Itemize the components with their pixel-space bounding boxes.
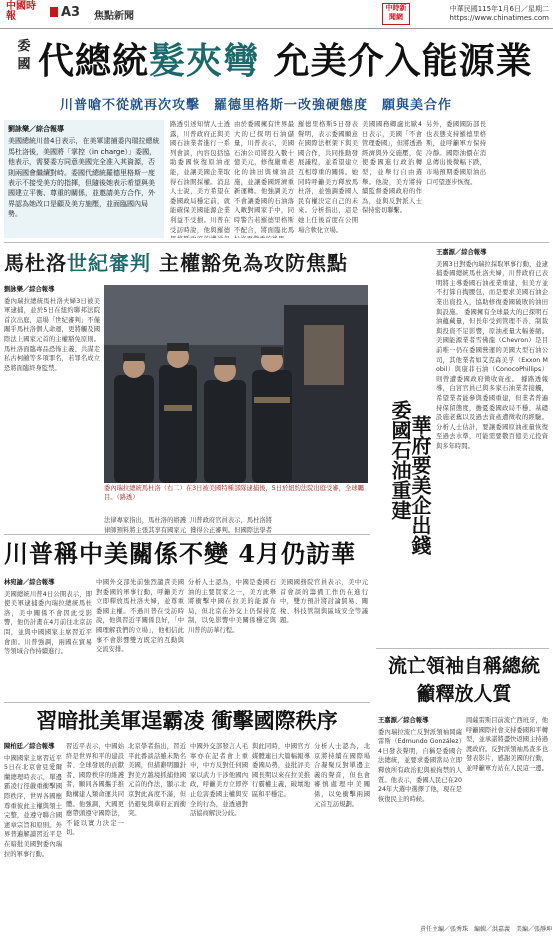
main-col-3: 由於委國擁有世界最大的已探明石油儲量，川普表示，美國石油公司將投入數十億美元，修復嚴重老化的油田與煉油設施，並讓委國經濟重新運轉。他強調美方不會讓委國的石油落入敵對國家手中，同時警告若羅德里格斯不配合，將面臨比馬 [234, 121, 294, 234]
story3-headline: 川普稱中美關係不變 4月仍訪華 [4, 539, 357, 568]
story4-byline: 王嘉源／綜合報導 [378, 717, 429, 724]
story2-col-2: 法律專家指出，馬杜洛的辯護律師預料將主張其享有國家元 [104, 517, 186, 534]
story3-col-1 [4, 578, 92, 698]
section-name: 焦點新聞 [94, 11, 134, 22]
story2-headline-highlight: 世紀審判 [67, 251, 151, 275]
story3-col-3: 分析人士認為，中國是委國石油的主要買家之一，美方此舉將衝擊中國在拉美的能源布局，但北京在外交上仍保持克制，以免影響中美關係穩定與川普的訪華行程。 [188, 579, 276, 634]
main-col-4: 羅德里格斯5日發表聲明，表示委國願意在國際法框架下與美國合作，共同推動發展議程，並希望建立互相尊重的關係。她同時呼籲美方釋放馬杜洛，並強調委國人民有權決定自己的未來。分析指出，這是她上任後首度在公開場合軟化立場。 [298, 121, 358, 234]
main-lead-box [4, 120, 164, 238]
story2-headline-part1: 馬杜洛 [4, 251, 67, 275]
story5-col-4: 中國外交部發言人毛寧亦在記者會上重申，中方反對任何國家以武力干涉他國內政，呼籲美方立即停止危害委國主權與安全的行為，並透過對話協商解決分歧。 [190, 743, 248, 818]
main-headline-part2: 允美介入能源業 [260, 40, 533, 82]
main-headline-highlight: 髮夾彎 [149, 40, 261, 82]
news-photo [104, 285, 368, 483]
divider [4, 534, 370, 535]
story5-col-5: 與此同時，中國官方媒體連日大篇幅報導委國局勢，並批評美國長期以來在拉美推行霸權主義，破壞地區和平穩定。 [252, 743, 310, 798]
story3-col-1-text: 美國總統川普4日公開表示，即使美軍逮捕委內瑞拉總統馬杜洛，美中關係不會因此受影響，他仍計畫在4月前往北京訪問，並與中國國家主席習近平會面。川普強調，兩國在貿易等領域合作持續進行。 [4, 590, 92, 656]
story4-col-1-text: 委內瑞拉流亡反對派領袖岡薩雷斯（Edmundo González）4日發表聲明，自稱是委國合法總統，並要求委國當局立即釋放所有政治犯與被拘禁的人質。他表示，委國人民已在2024年大選中選擇了他，現在是恢復民主的時候。 [378, 728, 462, 803]
dateline: 中華民國115年1月6日／星期二 [449, 5, 549, 13]
website-url[interactable]: https://www.chinatimes.com [449, 14, 549, 22]
vertical-story-col-1 [436, 248, 548, 646]
story2-headline [4, 248, 364, 278]
divider [376, 648, 549, 649]
section-code-text: A3 [61, 5, 81, 20]
story3-byline: 林宛諭／綜合報導 [4, 579, 55, 586]
footer-credits: 責任主編／張秀珠 編輯／洪嘉義 美編／張靜坤 [419, 926, 552, 933]
story3-col-4: 美國國務院官員表示，美中元首會談的籌備工作仍在進行中，雙方預計將討論貿易、關稅、科技管制與區域安全等議題。 [280, 579, 368, 625]
story5-col-6: 分析人士認為，北京將持續在國際場合凝聚反對單邊主義的聲音，但也會審慎處理中美關係，以免衝擊兩國元首互訪規劃。 [314, 743, 370, 808]
vertical-headline-line1: 委國石油重建 [388, 400, 412, 520]
main-col-5: 美國國務卿盧比歐4日表示，美國「不會管理委國」，但將透過經濟與外交施壓，促使委國進行政治轉型，並舉行自由選舉。他說，美方將持續監督委國政府的作為，並與反對派人士保持密切聯繫。 [362, 121, 422, 215]
story5-headline: 習暗批美軍逞霸凌 衝擊國際秩序 [36, 708, 338, 733]
photo-caption: 委內瑞拉總統馬杜洛（右二）在3日被美國特種部隊逮捕後，5日於紐約法院出庭受審，全球矚目。（路透） [104, 485, 364, 501]
main-headline-part1: 代總統 [38, 40, 150, 82]
partner-logo: 中時新聞網 [382, 3, 410, 25]
vertical-story-col2-text: 委國擁有全球最大的已探明石油蘊藏量，但長年受到管理不善、制裁與投資不足影響，原油產量大幅萎縮。美國能源業者雪佛龍（Chevron）是目前唯一仍在委國營運的美國大型石油公司，其他業者如艾克森美孚（Exxon Mobil）與康菲石油（ConocoPhillips）則曾遭委國政府徵收資產。 [436, 308, 548, 383]
story2-byline: 劉詠樂／綜合報導 [4, 286, 55, 293]
main-subhead: 川普嗆不從就再次攻擊 羅德里格斯一改強硬態度 願與美合作 [60, 98, 453, 113]
vertical-story-byline: 王嘉源／綜合報導 [436, 249, 487, 256]
story2-col-1 [4, 285, 100, 525]
masthead [0, 0, 553, 29]
story4-col-1 [378, 716, 462, 916]
section-code [50, 5, 90, 21]
main-col-2: 路透引述知情人士透露，川普政府正與美國石油業者進行一系列會談，內容包括協助委國恢復原油產能，並讓美國企業取得石油開採權。消息人士說，美方希望在委國政局穩定前，就能確保美國能源企業利益不受損。川普在受訪時說，他與羅德 [170, 121, 230, 234]
story4-headline: 流亡領袖自稱總統 籲釋放人質 [387, 655, 540, 705]
main-headline [38, 34, 550, 88]
newspaper-logo: 中國時報 [6, 1, 36, 22]
story2-col-1-text: 委內瑞拉總統馬杜洛夫婦3日被美軍逮捕，並於5日在紐約聯邦法院首次出庭，這場「世紀審判」不僅關乎馬杜洛個人命運，更將觸及國際法上國家元首的主權豁免原則。馬杜洛面臨毒品恐怖主義、共謀走私古柯鹼等多項罪名，若罪名成立恐將面臨終身監禁。 [4, 297, 100, 372]
divider [4, 702, 370, 703]
divider [4, 242, 549, 243]
story5-col-2: 習近平表示，中國始終是世界和平的建設者、全球發展的貢獻者、國際秩序的維護者，願同各國攜手推動構建人類命運共同體。他強調，大國更應帶頭遵守國際法，不能以實力決定一切。 [66, 743, 124, 837]
vertical-headline-line2: 華府要美企出錢 [408, 415, 432, 555]
story2-col-3: 川普政府官員表示，馬杜洛將獲得公正審判。但國際法學者 [190, 517, 272, 534]
story5-col-1-text: 中國國家主席習近平5日在北京會見愛爾蘭總理時表示，單邊霸凌行徑嚴重衝擊國際秩序，世界各國應尊重彼此主權與領土完整，並遵守聯合國憲章宗旨和原則。外界普遍解讀習近平是在暗批美國對委內瑞拉的軍事行動。 [4, 754, 62, 858]
story5-col-3: 北京學者指出，習近平此番談話雖未點名美國，但措辭明顯針對美方越境抓捕他國元首的作法，顯示北京對此高度不滿，但仍避免與華府正面衝突。 [128, 743, 186, 818]
story5-byline: 陳柏廷／綜合報導 [4, 743, 55, 750]
story3-col-2: 中國外交部先前強烈譴責美國對委國的軍事行動，呼籲美方立即釋放馬杜洛夫婦，並尊重委國主權。不過川普在受訪時說，他與習近平關係良好，「中國理解我們的立場」，他相信此事不會影響雙方既定的互動與交流安排。 [96, 579, 184, 654]
photo-illustration [104, 285, 368, 483]
vertical-story-col3-text: 據路透報導，白宮官員已與多家石油業者接觸，希望業者能參與委國重建，但業者普遍持保留態度，擔憂委國政局不穩、基礎設施老舊以及過去資產遭徵收的經驗。分析人士估計，要讓委國原油產量恢復至過去水準，可能需要數百億美元投資與多年時間。 [436, 375, 548, 450]
main-lead-text: 美國總統川普4日表示，在美軍逮捕委內瑞拉總統馬杜洛後，美國將「掌控（in charge）」委國，他表示，需要委方同意美國完全准入其資源，否則兩國會繼續對峙。委國代總統羅德里格斯一度表示不接受美方的指揮，但隨後她表示希望與美國建立平衡、尊重的關係，並邀請美方合作，外界認為她改口是顧及美方施壓，並面臨國內局勢。 [8, 137, 160, 219]
story2-headline-part2: 主權豁免為攻防焦點 [151, 251, 348, 275]
main-kicker: 委國 [17, 39, 31, 72]
story5-col-1 [4, 742, 62, 920]
main-byline: 劉詠樂／綜合報導 [8, 125, 64, 133]
story4-col-2: 岡薩雷斯目前流亡西班牙，他呼籲國際社會支持委國和平轉型，並承諾將盡快返國主持過渡政府。反對派領袖馬查多也發表影片，感謝美國的行動，並呼籲軍方站在人民這一邊。 [466, 717, 548, 772]
main-col-6: 另外，委國國防部長也表態支持羅德里格斯，並呼籲軍方保持冷靜。國際油價在消息傳出後微幅下跌，市場預期委國原油出口可望逐步恢復。 [426, 121, 486, 186]
vertical-story-col1-text: 美國3日對委內瑞拉採取軍事行動，並逮捕委國總統馬杜洛夫婦，川普政府已表明將主導委國石油產業重建，但美方並不打算自掏腰包，而是要求美國石油企業出資投入，協助修復委國破敗的油田與設施。 [436, 260, 548, 316]
section-marker-icon [50, 7, 58, 17]
